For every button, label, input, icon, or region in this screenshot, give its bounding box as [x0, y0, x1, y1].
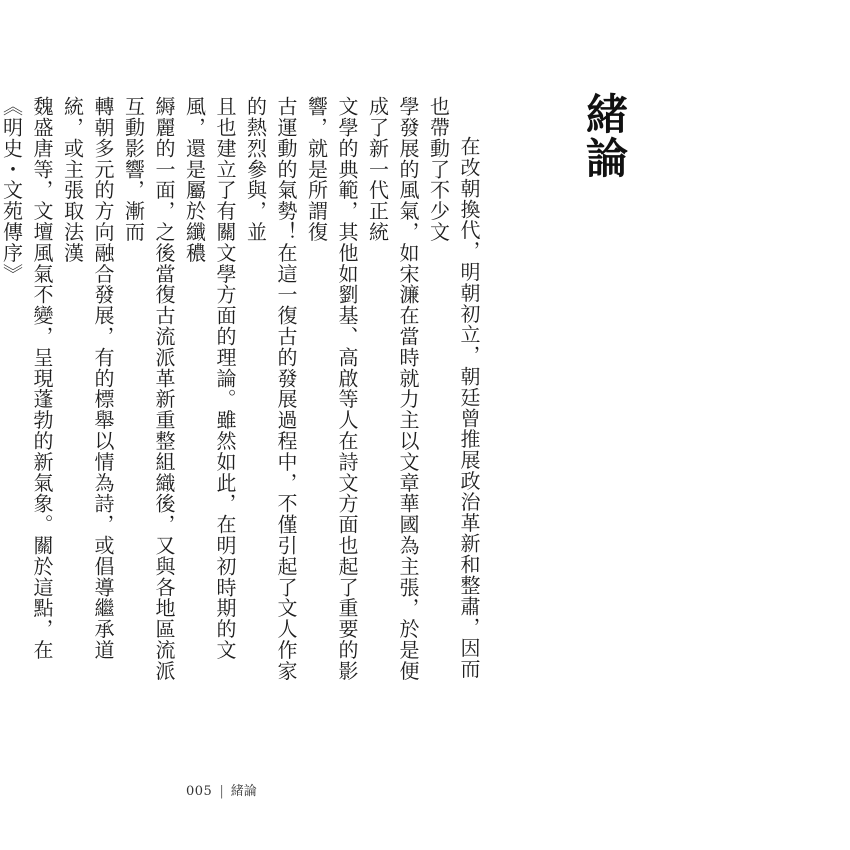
text-column: 學發展的風氣，如宋濂在當時就力主以文章華國為主張，於是便成了新一代正統 — [365, 96, 420, 682]
text-column: 古運動的氣勢！在這一復古的發展過程中，不僅引起了文人作家的熱烈參與，並 — [243, 96, 298, 682]
text-column: 且也建立了有關文學方面的理論。雖然如此，在明初時期的文風，還是屬於纖穠 — [182, 96, 237, 661]
chapter-title: 緒論 — [580, 92, 629, 180]
page-number: 005 — [186, 784, 213, 799]
running-head: 緒論 — [230, 784, 257, 799]
text-column: 轉朝多元的方向融合發展，有的標舉以情為詩，或倡導繼承道統，或主張取法漢 — [60, 96, 115, 661]
footer-separator: | — [219, 784, 224, 799]
text-column: 文學的典範，其他如劉基、高啟等人在詩文方面也起了重要的影響，就是所謂復 — [304, 96, 359, 682]
text-column: 魏盛唐等，文壇風氣不變，呈現蓬勃的新氣象。關於這點，在《明史・文苑傳序》 — [0, 96, 54, 661]
body-text — [0, 96, 484, 696]
page-footer — [186, 780, 257, 799]
text-column: 在改朝換代，明朝初立，朝廷曾推展政治革新和整肅，因而也帶動了不少文 — [426, 96, 481, 680]
text-column: 縟麗的一面，之後當復古流派革新重整組織後，又與各地區流派互動影響，漸而 — [121, 96, 176, 682]
